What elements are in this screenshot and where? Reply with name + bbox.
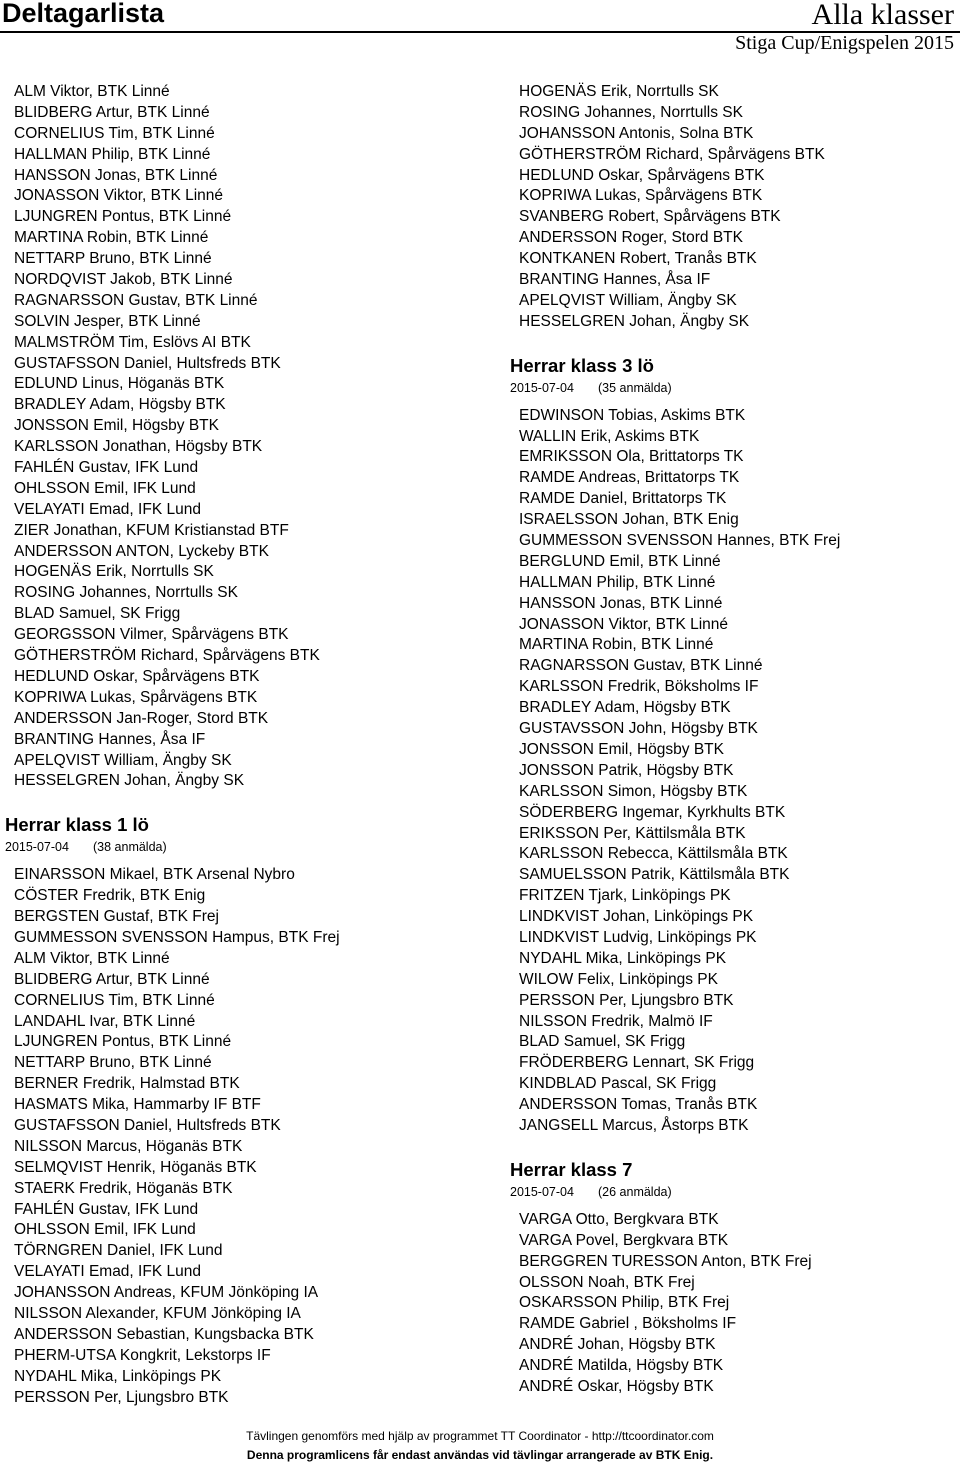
participant-entry: OHLSSON Emil, IFK Lund (14, 479, 196, 497)
participant-entry: ANDERSSON Jan-Roger, Stord BTK (14, 709, 269, 727)
participant-entry: ANDRÉ Oskar, Högsby BTK (519, 1377, 714, 1395)
participant-entry: ISRAELSSON Johan, BTK Enig (519, 511, 739, 529)
participant-entry: JONSSON Patrik, Högsby BTK (519, 761, 734, 779)
participant-entry: FAHLÉN Gustav, IFK Lund (14, 1200, 199, 1218)
participant-entry: JONSSON Emil, Högsby BTK (519, 740, 724, 758)
registration-count: (26 anmälda) (598, 1184, 672, 1199)
participant-entry: JOHANSSON Antonis, Solna BTK (519, 124, 754, 142)
participant-entry: PERSSON Per, Ljungsbro BTK (519, 991, 734, 1009)
participant-entry: HALLMAN Philip, BTK Linné (14, 145, 211, 163)
participant-entry: JONASSON Viktor, BTK Linné (519, 615, 729, 633)
participant-entry: HESSELGREN Johan, Ängby SK (519, 312, 750, 330)
class-date: 2015-07-04 (510, 1184, 574, 1199)
class-date: 2015-07-04 (5, 840, 69, 855)
class-date: 2015-07-04 (510, 380, 574, 395)
participant-entry: LJUNGREN Pontus, BTK Linné (14, 208, 232, 226)
participant-entry: HOGENÄS Erik, Norrtulls SK (14, 563, 214, 581)
participant-entry: WALLIN Erik, Askims BTK (519, 427, 700, 445)
participant-entry: FAHLÉN Gustav, IFK Lund (14, 459, 199, 477)
participant-list (510, 406, 955, 1137)
event-name: Stiga Cup/Enigspelen 2015 (735, 32, 954, 54)
participant-entry: NETTARP Bruno, BTK Linné (14, 250, 212, 268)
participant-entry: ROSING Johannes, Norrtulls SK (519, 103, 743, 121)
class-meta (510, 1184, 955, 1200)
participant-entry: HOGENÄS Erik, Norrtulls SK (519, 83, 719, 100)
participant-entry: SELMQVIST Henrik, Höganäs BTK (14, 1158, 257, 1176)
participant-entry: JONSSON Emil, Högsby BTK (14, 417, 219, 435)
participant-entry: FRITZEN Tjark, Linköpings PK (519, 887, 731, 905)
participant-entry: VARGA Otto, Bergkvara BTK (519, 1210, 719, 1228)
participant-entry: KINDBLAD Pascal, SK Frigg (519, 1075, 717, 1093)
participant-entry: APELQVIST William, Ängby SK (14, 751, 232, 769)
participant-entry: BRADLEY Adam, Högsby BTK (519, 699, 731, 717)
participant-entry: APELQVIST William, Ängby SK (519, 291, 737, 309)
participant-entry: ROSING Johannes, Norrtulls SK (14, 584, 238, 602)
participant-entry: NETTARP Bruno, BTK Linné (14, 1054, 212, 1072)
participant-entry: JANGSELL Marcus, Åstorps BTK (519, 1116, 749, 1134)
participant-entry: KARLSSON Fredrik, Böksholms IF (519, 678, 759, 696)
continued-entry-list (5, 82, 485, 792)
participant-entry: CÖSTER Fredrik, BTK Enig (14, 887, 206, 905)
participant-entry: STAERK Fredrik, Höganäs BTK (14, 1179, 233, 1197)
participant-entry: ERIKSSON Per, Kättilsmåla BTK (519, 824, 746, 842)
participant-entry: GUSTAFSSON Daniel, Hultsfreds BTK (14, 1116, 281, 1134)
participant-entry: BERNER Fredrik, Halmstad BTK (14, 1075, 240, 1093)
participant-entry: ANDERSSON Sebastian, Kungsbacka BTK (14, 1325, 314, 1343)
class-section-herrar-3 (510, 355, 955, 1137)
class-section-herrar-1 (5, 814, 485, 1408)
participant-entry: KOPRIWA Lukas, Spårvägens BTK (519, 187, 763, 205)
participant-entry: BLAD Samuel, SK Frigg (14, 605, 181, 623)
participant-entry: NYDAHL Mika, Linköpings PK (519, 949, 727, 967)
participant-list (510, 1210, 955, 1398)
participant-entry: RAGNARSSON Gustav, BTK Linné (519, 657, 763, 675)
participant-entry: BERGSTEN Gustaf, BTK Frej (14, 908, 219, 926)
footer-software-credit: Tävlingen genomförs med hjälp av programmet TT Coordinator - http://ttcoordinator.com (246, 1429, 714, 1443)
participant-entry: ALM Viktor, BTK Linné (14, 83, 170, 100)
participant-entry: OSKARSSON Philip, BTK Frej (519, 1294, 730, 1312)
participant-entry: KOPRIWA Lukas, Spårvägens BTK (14, 688, 258, 706)
participant-entry: ANDRÉ Matilda, Högsby BTK (519, 1357, 724, 1375)
participant-entry: BLAD Samuel, SK Frigg (519, 1033, 686, 1051)
participant-entry: GUMMESSON SVENSSON Hampus, BTK Frej (14, 928, 340, 946)
participant-entry: GÖTHERSTRÖM Richard, Spårvägens BTK (14, 647, 320, 665)
participant-entry: BRADLEY Adam, Högsby BTK (14, 396, 226, 414)
participant-entry: GÖTHERSTRÖM Richard, Spårvägens BTK (519, 145, 825, 163)
participant-entry: BERGLUND Emil, BTK Linné (519, 552, 721, 570)
participant-entry: ANDERSSON Roger, Stord BTK (519, 229, 743, 247)
class-title: Herrar klass 1 lö (5, 814, 149, 836)
participant-entry: SÖDERBERG Ingemar, Kyrkhults BTK (519, 803, 786, 821)
participant-entry: BRANTING Hannes, Åsa IF (519, 271, 711, 289)
participant-entry: ZIER Jonathan, KFUM Kristianstad BTF (14, 521, 289, 539)
participant-entry: CORNELIUS Tim, BTK Linné (14, 991, 215, 1009)
class-section-herrar-7 (510, 1159, 955, 1398)
participant-entry: OHLSSON Emil, IFK Lund (14, 1221, 196, 1239)
participant-entry: FRÖDERBERG Lennart, SK Frigg (519, 1054, 755, 1072)
participant-entry: KARLSSON Rebecca, Kättilsmåla BTK (519, 845, 788, 863)
participant-entry: HALLMAN Philip, BTK Linné (519, 573, 716, 591)
participant-entry: MALMSTRÖM Tim, Eslövs AI BTK (14, 333, 251, 351)
participant-entry: VELAYATI Emad, IFK Lund (14, 500, 201, 518)
page-title: Deltagarlista (2, 0, 165, 28)
participant-entry: PERSSON Per, Ljungsbro BTK (14, 1388, 229, 1406)
participant-entry: RAMDE Daniel, Brittatorps TK (519, 490, 727, 508)
class-meta (510, 380, 955, 396)
participant-entry: WILOW Felix, Linköpings PK (519, 970, 718, 988)
participant-entry: ANDERSSON ANTON, Lyckeby BTK (14, 542, 269, 560)
participant-entry: HANSSON Jonas, BTK Linné (14, 166, 218, 184)
participant-entry: GUMMESSON SVENSSON Hannes, BTK Frej (519, 532, 841, 550)
registration-count: (38 anmälda) (93, 840, 167, 855)
participant-entry: HESSELGREN Johan, Ängby SK (14, 772, 245, 790)
participant-entry: KARLSSON Jonathan, Högsby BTK (14, 438, 263, 456)
participant-entry: PHERM-UTSA Kongkrit, Lekstorps IF (14, 1346, 271, 1364)
participant-entry: NYDAHL Mika, Linköpings PK (14, 1367, 222, 1385)
class-filter-title: Alla klasser (811, 0, 954, 31)
class-title: Herrar klass 3 lö (510, 354, 654, 376)
participant-entry: ALM Viktor, BTK Linné (14, 949, 170, 967)
participant-entry: SVANBERG Robert, Spårvägens BTK (519, 208, 781, 226)
participant-entry: NILSSON Fredrik, Malmö IF (519, 1012, 713, 1030)
left-column (5, 82, 485, 1408)
participant-entry: VARGA Povel, Bergkvara BTK (519, 1231, 729, 1249)
participant-entry: KARLSSON Simon, Högsby BTK (519, 782, 748, 800)
participant-entry: GUSTAVSSON John, Högsby BTK (519, 720, 758, 738)
participant-entry: JONASSON Viktor, BTK Linné (14, 187, 224, 205)
participant-entry: EMRIKSSON Ola, Brittatorps TK (519, 448, 744, 466)
participant-entry: KONTKANEN Robert, Tranås BTK (519, 250, 757, 268)
participant-entry: CORNELIUS Tim, BTK Linné (14, 124, 215, 142)
participant-entry: BLIDBERG Artur, BTK Linné (14, 103, 210, 121)
participant-entry: MARTINA Robin, BTK Linné (14, 229, 209, 247)
footer-license-note: Denna programlicens får endast användas vid tävlingar arrangerade av BTK Enig. (246, 1448, 714, 1462)
class-meta (5, 839, 485, 855)
participant-entry: EINARSSON Mikael, BTK Arsenal Nybro (14, 866, 295, 884)
participant-entry: HASMATS Mika, Hammarby IF BTF (14, 1096, 261, 1114)
participant-entry: RAMDE Gabriel , Böksholms IF (519, 1315, 737, 1333)
participant-entry: ANDRÉ Johan, Högsby BTK (519, 1336, 716, 1354)
class-title: Herrar klass 7 (510, 1158, 633, 1180)
participant-entry: HEDLUND Oskar, Spårvägens BTK (14, 667, 260, 685)
continued-entry-list (510, 82, 955, 333)
participant-entry: LINDKVIST Ludvig, Linköpings PK (519, 928, 757, 946)
participant-entry: LINDKVIST Johan, Linköpings PK (519, 908, 754, 926)
participant-entry: MARTINA Robin, BTK Linné (519, 636, 714, 654)
participant-entry: LANDAHL Ivar, BTK Linné (14, 1012, 196, 1030)
participant-entry: BERGGREN TURESSON Anton, BTK Frej (519, 1252, 812, 1270)
participant-entry: LJUNGREN Pontus, BTK Linné (14, 1033, 232, 1051)
participant-entry: GUSTAFSSON Daniel, Hultsfreds BTK (14, 354, 281, 372)
participant-entry: VELAYATI Emad, IFK Lund (14, 1263, 201, 1281)
participant-entry: JOHANSSON Andreas, KFUM Jönköping IA (14, 1284, 319, 1302)
participant-entry: GEORGSSON Vilmer, Spårvägens BTK (14, 626, 289, 644)
participant-entry: EDWINSON Tobias, Askims BTK (519, 406, 746, 424)
participant-entry: EDLUND Linus, Höganäs BTK (14, 375, 225, 393)
participant-entry: NILSSON Alexander, KFUM Jönköping IA (14, 1304, 301, 1322)
participant-entry: BLIDBERG Artur, BTK Linné (14, 970, 210, 988)
participant-entry: SAMUELSSON Patrik, Kättilsmåla BTK (519, 866, 790, 884)
participant-entry: SOLVIN Jesper, BTK Linné (14, 312, 201, 330)
participant-list (5, 865, 485, 1408)
participant-entry: HEDLUND Oskar, Spårvägens BTK (519, 166, 765, 184)
right-column (510, 82, 955, 1398)
participant-entry: RAMDE Andreas, Brittatorps TK (519, 469, 740, 487)
participant-entry: TÖRNGREN Daniel, IFK Lund (14, 1242, 223, 1260)
participant-entry: HANSSON Jonas, BTK Linné (519, 594, 723, 612)
participant-entry: NILSSON Marcus, Höganäs BTK (14, 1137, 243, 1155)
participant-entry: NORDQVIST Jakob, BTK Linné (14, 271, 233, 289)
participant-entry: OLSSON Noah, BTK Frej (519, 1273, 695, 1291)
participant-entry: RAGNARSSON Gustav, BTK Linné (14, 291, 258, 309)
participant-entry: ANDERSSON Tomas, Tranås BTK (519, 1096, 758, 1114)
participant-entry: BRANTING Hannes, Åsa IF (14, 730, 206, 748)
registration-count: (35 anmälda) (598, 380, 672, 395)
